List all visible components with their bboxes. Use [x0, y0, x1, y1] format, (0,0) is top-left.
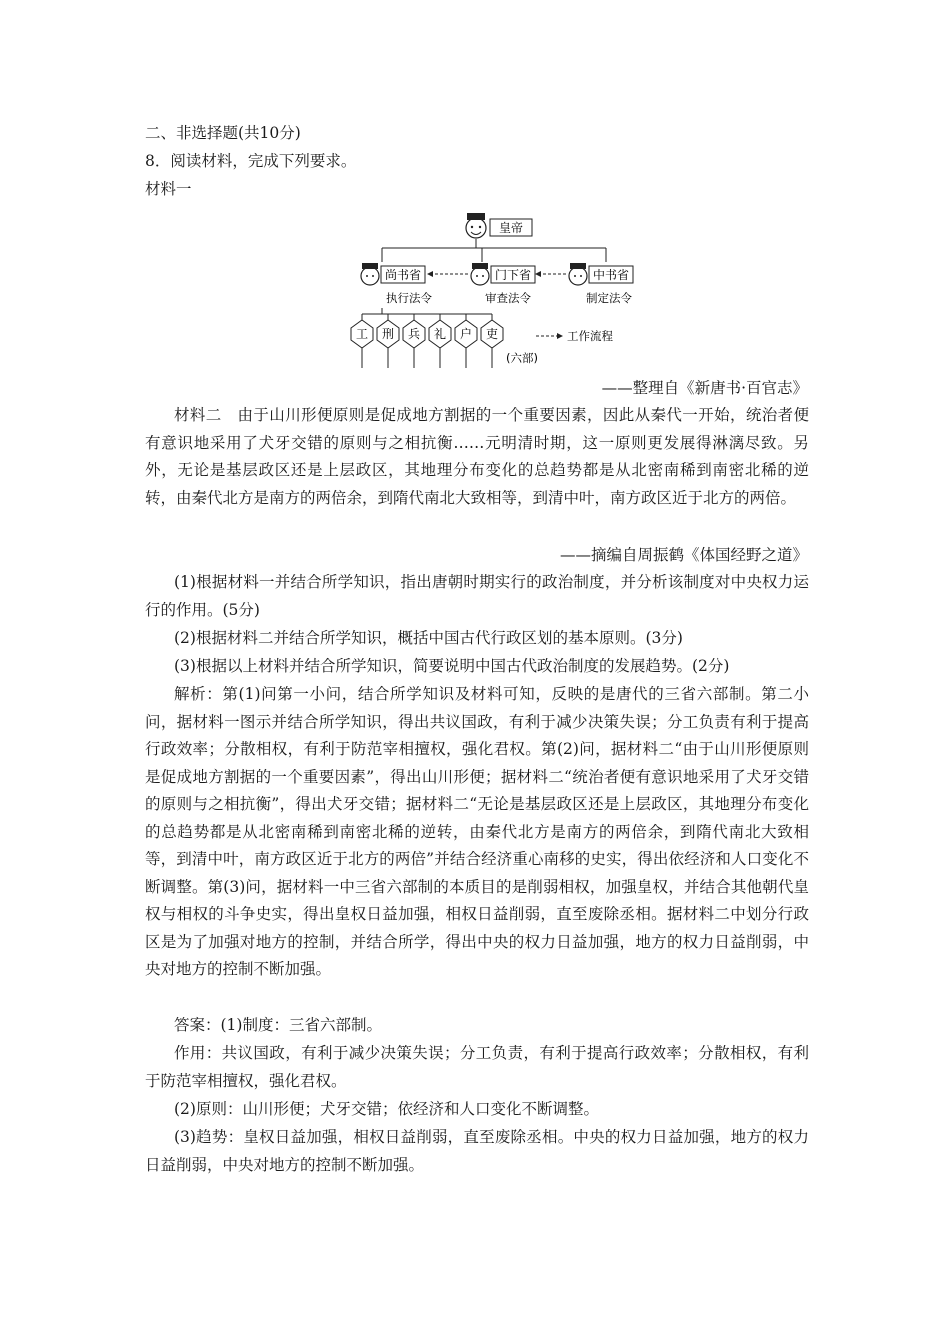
three-departments-diagram [340, 202, 640, 372]
ministry-li-rites [429, 314, 451, 368]
material2-paragraph: 材料二 由于山川形便原则是促成地方割据的一个重要因素，因此从秦代一开始，统治者便有意识地采用了犬牙交错的原则与之相抗衡……元明清时期，这一原则更发展得淋漓尽致。另外，无论是基层政区还是上层政区，其地理分布变化的总趋势都是从北密南稀到南密北稀的逆转，由秦代北方是南方的两倍余，到隋代南北大致相等，到清中叶，南方政区近于北方的两倍。 [145, 406, 809, 507]
zhongshu-label: 中书省 [592, 268, 630, 282]
menxia-figure-icon [471, 263, 489, 285]
answer-3: (3)趋势：皇权日益加强，相权日益削弱，直至废除丞相。中央的权力日益加强，地方的权力日益削弱，中央对地方的控制不断加强。 [145, 1128, 809, 1174]
ministry-xing [377, 314, 399, 368]
zhongshu-role: 制定法令 [586, 291, 632, 305]
section-title: 二、非选择题(共10分) [145, 124, 301, 142]
shangshu-figure-icon [361, 263, 379, 285]
source-citation-1: ——整理自《新唐书·百官志》 [601, 379, 808, 397]
material1-label: 材料一 [145, 180, 192, 198]
svg-text:刑: 刑 [381, 327, 395, 341]
question-3: (3)根据以上材料并结合所学知识，简要说明中国古代政治制度的发展趋势。(2分) [174, 657, 730, 675]
svg-text:工: 工 [355, 327, 369, 341]
six-ministries [351, 314, 503, 368]
emperor-label: 皇帝 [498, 221, 524, 235]
menxia-role: 审查法令 [485, 291, 531, 305]
legend-label: 工作流程 [567, 329, 613, 343]
svg-text:吏: 吏 [485, 327, 499, 341]
shangshu-label: 尚书省 [384, 268, 422, 282]
menxia-label: 门下省 [494, 268, 532, 282]
shangshu-role: 执行法令 [386, 291, 432, 305]
emperor-figure-icon [466, 213, 486, 238]
answer-1-effect: 作用：共议国政，有利于减少决策失误；分工负责，有利于提高行政效率；分散相权，有利于防范宰相擅权，强化君权。 [145, 1044, 809, 1090]
question-1: (1)根据材料一并结合所学知识，指出唐朝时期实行的政治制度，并分析该制度对中央权力运行的作用。(5分) [145, 573, 809, 619]
ministry-hu [455, 314, 477, 368]
source-citation-2: ——摘编自周振鹤《体国经野之道》 [559, 546, 808, 564]
zhongshu-figure-icon [569, 263, 587, 285]
ministry-li-personnel [481, 314, 503, 368]
question-2: (2)根据材料二并结合所学知识，概括中国古代行政区划的基本原则。(3分) [174, 629, 683, 647]
analysis-paragraph: 解析：第(1)问第一小问，结合所学知识及材料可知，反映的是唐代的三省六部制。第二小问，据材料一图示并结合所学知识，得出共议国政，有利于减少决策失误；分工负责有利于提高行政效率；分散相权，有利于防范宰相擅权，强化君权。第(2)问，据材料二“由于山川形便原则是促成地方割据的一个重要因素”，得出山川形便；据材料二“统治者便有意识地采用了犬牙交错的原则与之相抗衡”，得出犬牙交错；据材料二“无论是基层政区还是上层政区，其地理分布变化的总趋势都是从北密南稀到南密北稀的逆转，由秦代北方是南方的两倍余，到隋代南北大致相等，到清中叶，南方政区近于北方的两倍”并结合经济重心南移的史实，得出依经济和人口变化不断调整。第(3)问，据材料一中三省六部制的本质目的是削弱相权，加强皇权，并结合其他朝代皇权与相权的斗争史实，得出皇权日益加强，相权日益削弱，直至废除丞相。据材料二中划分行政区是为了加强对地方的控制，并结合所学，得出中央的权力日益加强，地方的权力日益削弱，中央对地方的控制不断加强。 [145, 685, 809, 978]
svg-text:礼: 礼 [433, 327, 447, 341]
answer-1: 答案：(1)制度：三省六部制。 [174, 1016, 382, 1034]
ministry-bing [403, 314, 425, 368]
six-ministries-label: (六部) [506, 351, 538, 365]
answer-2: (2)原则：山川形便；犬牙交错；依经济和人口变化不断调整。 [174, 1100, 599, 1118]
ministry-gong [351, 314, 373, 368]
svg-text:兵: 兵 [407, 327, 421, 341]
question-prompt: 8．阅读材料，完成下列要求。 [145, 152, 357, 170]
svg-text:户: 户 [459, 327, 473, 341]
